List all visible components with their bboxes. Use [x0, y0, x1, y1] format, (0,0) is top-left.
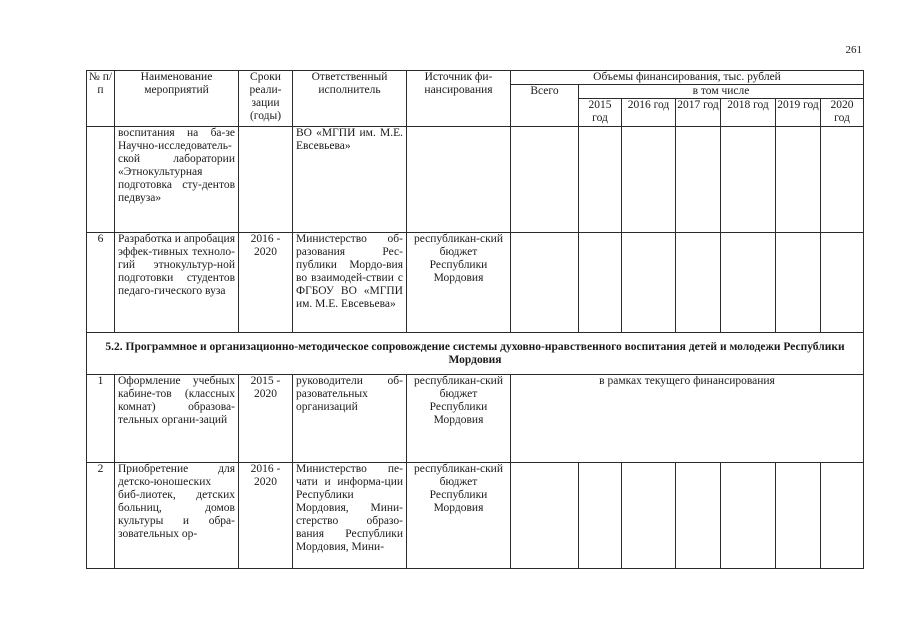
row-executor: Министерство пе-чати и информа-ции Республики Мордовия, Мини-стерство образо-вания Республики Мордовия, Мини- [293, 463, 407, 569]
row-2018 [721, 127, 776, 233]
row-source: республикан-ский бюджет Республики Мордовия [407, 233, 511, 333]
table-row [87, 127, 864, 233]
header-source: Источник фи-нансирования [407, 71, 511, 127]
row-2020 [821, 463, 864, 569]
row-period [239, 127, 293, 233]
row-name: Разработка и апробация эффек-тивных техноло-гий этнокультур-ной подготовки студентов педаго-гического вуза [115, 233, 239, 333]
row-name: Приобретение для детско-юношеских биб-лиотек, детских больниц, домов культуры и обра-зовательных ор- [115, 463, 239, 569]
header-year-2020: 2020 год [821, 99, 864, 127]
row-2019 [776, 233, 821, 333]
row-financing-note: в рамках текущего финансирования [511, 375, 864, 463]
row-source: республикан-ский бюджет Республики Мордовия [407, 375, 511, 463]
header-including: в том числе [579, 85, 864, 99]
row-total [511, 233, 579, 333]
row-2016 [622, 127, 676, 233]
header-num: № п/п [87, 71, 115, 127]
row-2016 [622, 463, 676, 569]
row-2015 [579, 127, 622, 233]
section-title: 5.2. Программное и организационно-методическое сопровождение системы духовно-нравственного воспитания детей и молодежи Республики Мордовия [87, 333, 864, 375]
header-year-2018: 2018 год [721, 99, 776, 127]
row-num: 2 [87, 463, 115, 569]
row-2017 [676, 233, 721, 333]
row-executor: ВО «МГПИ им. М.Е. Евсевьева» [293, 127, 407, 233]
financing-table [86, 70, 864, 569]
header-year-2019: 2019 год [776, 99, 821, 127]
header-total: Всего [511, 85, 579, 127]
header-name: Наименование мероприятий [115, 71, 239, 127]
page-number: 261 [845, 44, 862, 56]
row-2015 [579, 463, 622, 569]
table-row [87, 375, 864, 463]
row-executor: Министерство об-разования Рес-публики Мордо-вия во взаимодей-ствии с ФГБОУ ВО «МГПИ им. М.Е. Евсевьева» [293, 233, 407, 333]
header-year-2016: 2016 год [622, 99, 676, 127]
header-year-2015: 2015 год [579, 99, 622, 127]
row-total [511, 127, 579, 233]
table-row [87, 463, 864, 569]
row-period: 2015 - 2020 [239, 375, 293, 463]
row-2019 [776, 463, 821, 569]
table-row [87, 233, 864, 333]
section-row [87, 333, 864, 375]
header-row-1 [87, 71, 864, 85]
row-total [511, 463, 579, 569]
row-name: воспитания на ба-зе Научно-исследователь-ской лаборатории «Этнокультурная подготовка сту-дентов педвуза» [115, 127, 239, 233]
row-source: республикан-ский бюджет Республики Мордовия [407, 463, 511, 569]
row-period: 2016 - 2020 [239, 463, 293, 569]
row-2018 [721, 233, 776, 333]
row-executor: руководители об-разовательных организаций [293, 375, 407, 463]
row-num [87, 127, 115, 233]
header-executor: Ответственный исполнитель [293, 71, 407, 127]
header-period: Сроки реали-зации (годы) [239, 71, 293, 127]
row-period: 2016 - 2020 [239, 233, 293, 333]
row-num: 6 [87, 233, 115, 333]
header-volume: Объемы финансирования, тыс. рублей [511, 71, 864, 85]
row-2020 [821, 233, 864, 333]
row-2017 [676, 127, 721, 233]
row-2020 [821, 127, 864, 233]
row-name: Оформление учебных кабине-тов (классных комнат) образова-тельных органи-заций [115, 375, 239, 463]
row-2018 [721, 463, 776, 569]
row-2016 [622, 233, 676, 333]
header-year-2017: 2017 год [676, 99, 721, 127]
row-source [407, 127, 511, 233]
row-2017 [676, 463, 721, 569]
row-num: 1 [87, 375, 115, 463]
row-2019 [776, 127, 821, 233]
row-2015 [579, 233, 622, 333]
